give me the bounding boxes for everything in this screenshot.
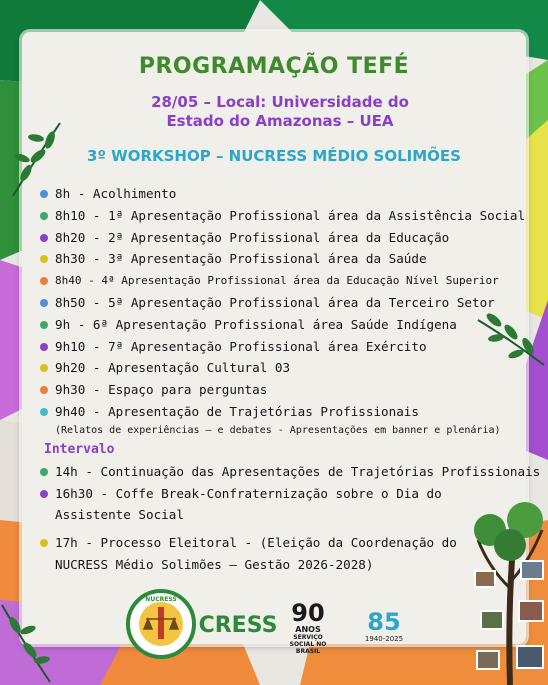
schedule-item: 8h50 - 5ª Apresentação Profissional área da Terceiro Setor bbox=[38, 292, 518, 314]
bullet-dot bbox=[40, 234, 48, 242]
schedule-item: 9h30 - Espaço para perguntas bbox=[38, 379, 518, 401]
bullet-dot bbox=[40, 255, 48, 263]
sponsor-logos bbox=[120, 585, 440, 671]
cress-logo-text: CRESS bbox=[198, 612, 278, 638]
bullet-dot bbox=[40, 299, 48, 307]
bullet-dot bbox=[40, 539, 48, 547]
schedule-item: 16h30 - Coffe Break-Confraternização sobre o Dia do bbox=[38, 483, 518, 505]
bullet-dot bbox=[40, 343, 48, 351]
bullet-dot bbox=[40, 321, 48, 329]
nucress-logo-text: NUCRESS bbox=[145, 596, 177, 603]
schedule-item: 9h20 - Apresentação Cultural 03 bbox=[38, 357, 518, 379]
schedule-item: 8h20 - 2ª Apresentação Profissional área da Educação bbox=[38, 227, 518, 249]
schedule-item: 8h30 - 3ª Apresentação Profissional área da Saúde bbox=[38, 248, 518, 270]
schedule-item: 9h10 - 7ª Apresentação Profissional área Exército bbox=[38, 336, 518, 358]
bullet-dot bbox=[40, 364, 48, 372]
schedule-item: 9h40 - Apresentação de Trajetórias Profissionais bbox=[38, 401, 518, 423]
schedule-item: 14h - Continuação das Apresentações de Trajetórias Profissionais bbox=[38, 461, 518, 483]
leaf-branch-bottom-icon bbox=[0, 600, 60, 685]
schedule-item-continued: NUCRESS Médio Solimões – Gestão 2026-2028) bbox=[55, 556, 374, 572]
anniversary-85-logo: 85 1940-2025 bbox=[364, 608, 404, 643]
cress-logo bbox=[198, 605, 278, 645]
schedule-item-continued: Assistente Social bbox=[55, 507, 184, 523]
schedule-item: 17h - Processo Eleitoral - (Eleição da Coordenação do bbox=[38, 532, 518, 554]
bullet-dot bbox=[40, 212, 48, 220]
bullet-dot bbox=[40, 386, 48, 394]
bullet-dot bbox=[40, 468, 48, 476]
bullet-dot bbox=[40, 490, 48, 498]
schedule-item: 8h10 - 1ª Apresentação Profissional área da Assistência Social bbox=[38, 205, 518, 227]
event-location: 28/05 – Local: Universidade do Estado do Amazonas – UEA bbox=[151, 93, 409, 130]
schedule-list bbox=[38, 183, 541, 576]
schedule-item: 8h - Acolhimento bbox=[38, 183, 518, 205]
interval-heading: Intervalo bbox=[44, 441, 115, 457]
bullet-dot bbox=[40, 408, 48, 416]
workshop-title: 3º WORKSHOP – NUCRESS MÉDIO SOLIMÕES bbox=[87, 147, 461, 165]
bullet-dot bbox=[40, 277, 48, 285]
nucress-logo bbox=[126, 589, 196, 659]
schedule-item: 8h40 - 4ª Apresentação Profissional área da Educação Nível Superior bbox=[38, 270, 518, 292]
schedule-note: (Relatos de experiências – e debates - Apresentações em banner e plenária) bbox=[55, 424, 501, 436]
schedule-item: 9h - 6ª Apresentação Profissional área Saúde Indígena bbox=[38, 314, 518, 336]
page-title: PROGRAMAÇÃO TEFÉ bbox=[138, 54, 410, 79]
servico-social-90-logo: 90 ANOS SERVIÇO SOCIAL NO BRASIL bbox=[289, 599, 327, 655]
bullet-dot bbox=[40, 190, 48, 198]
